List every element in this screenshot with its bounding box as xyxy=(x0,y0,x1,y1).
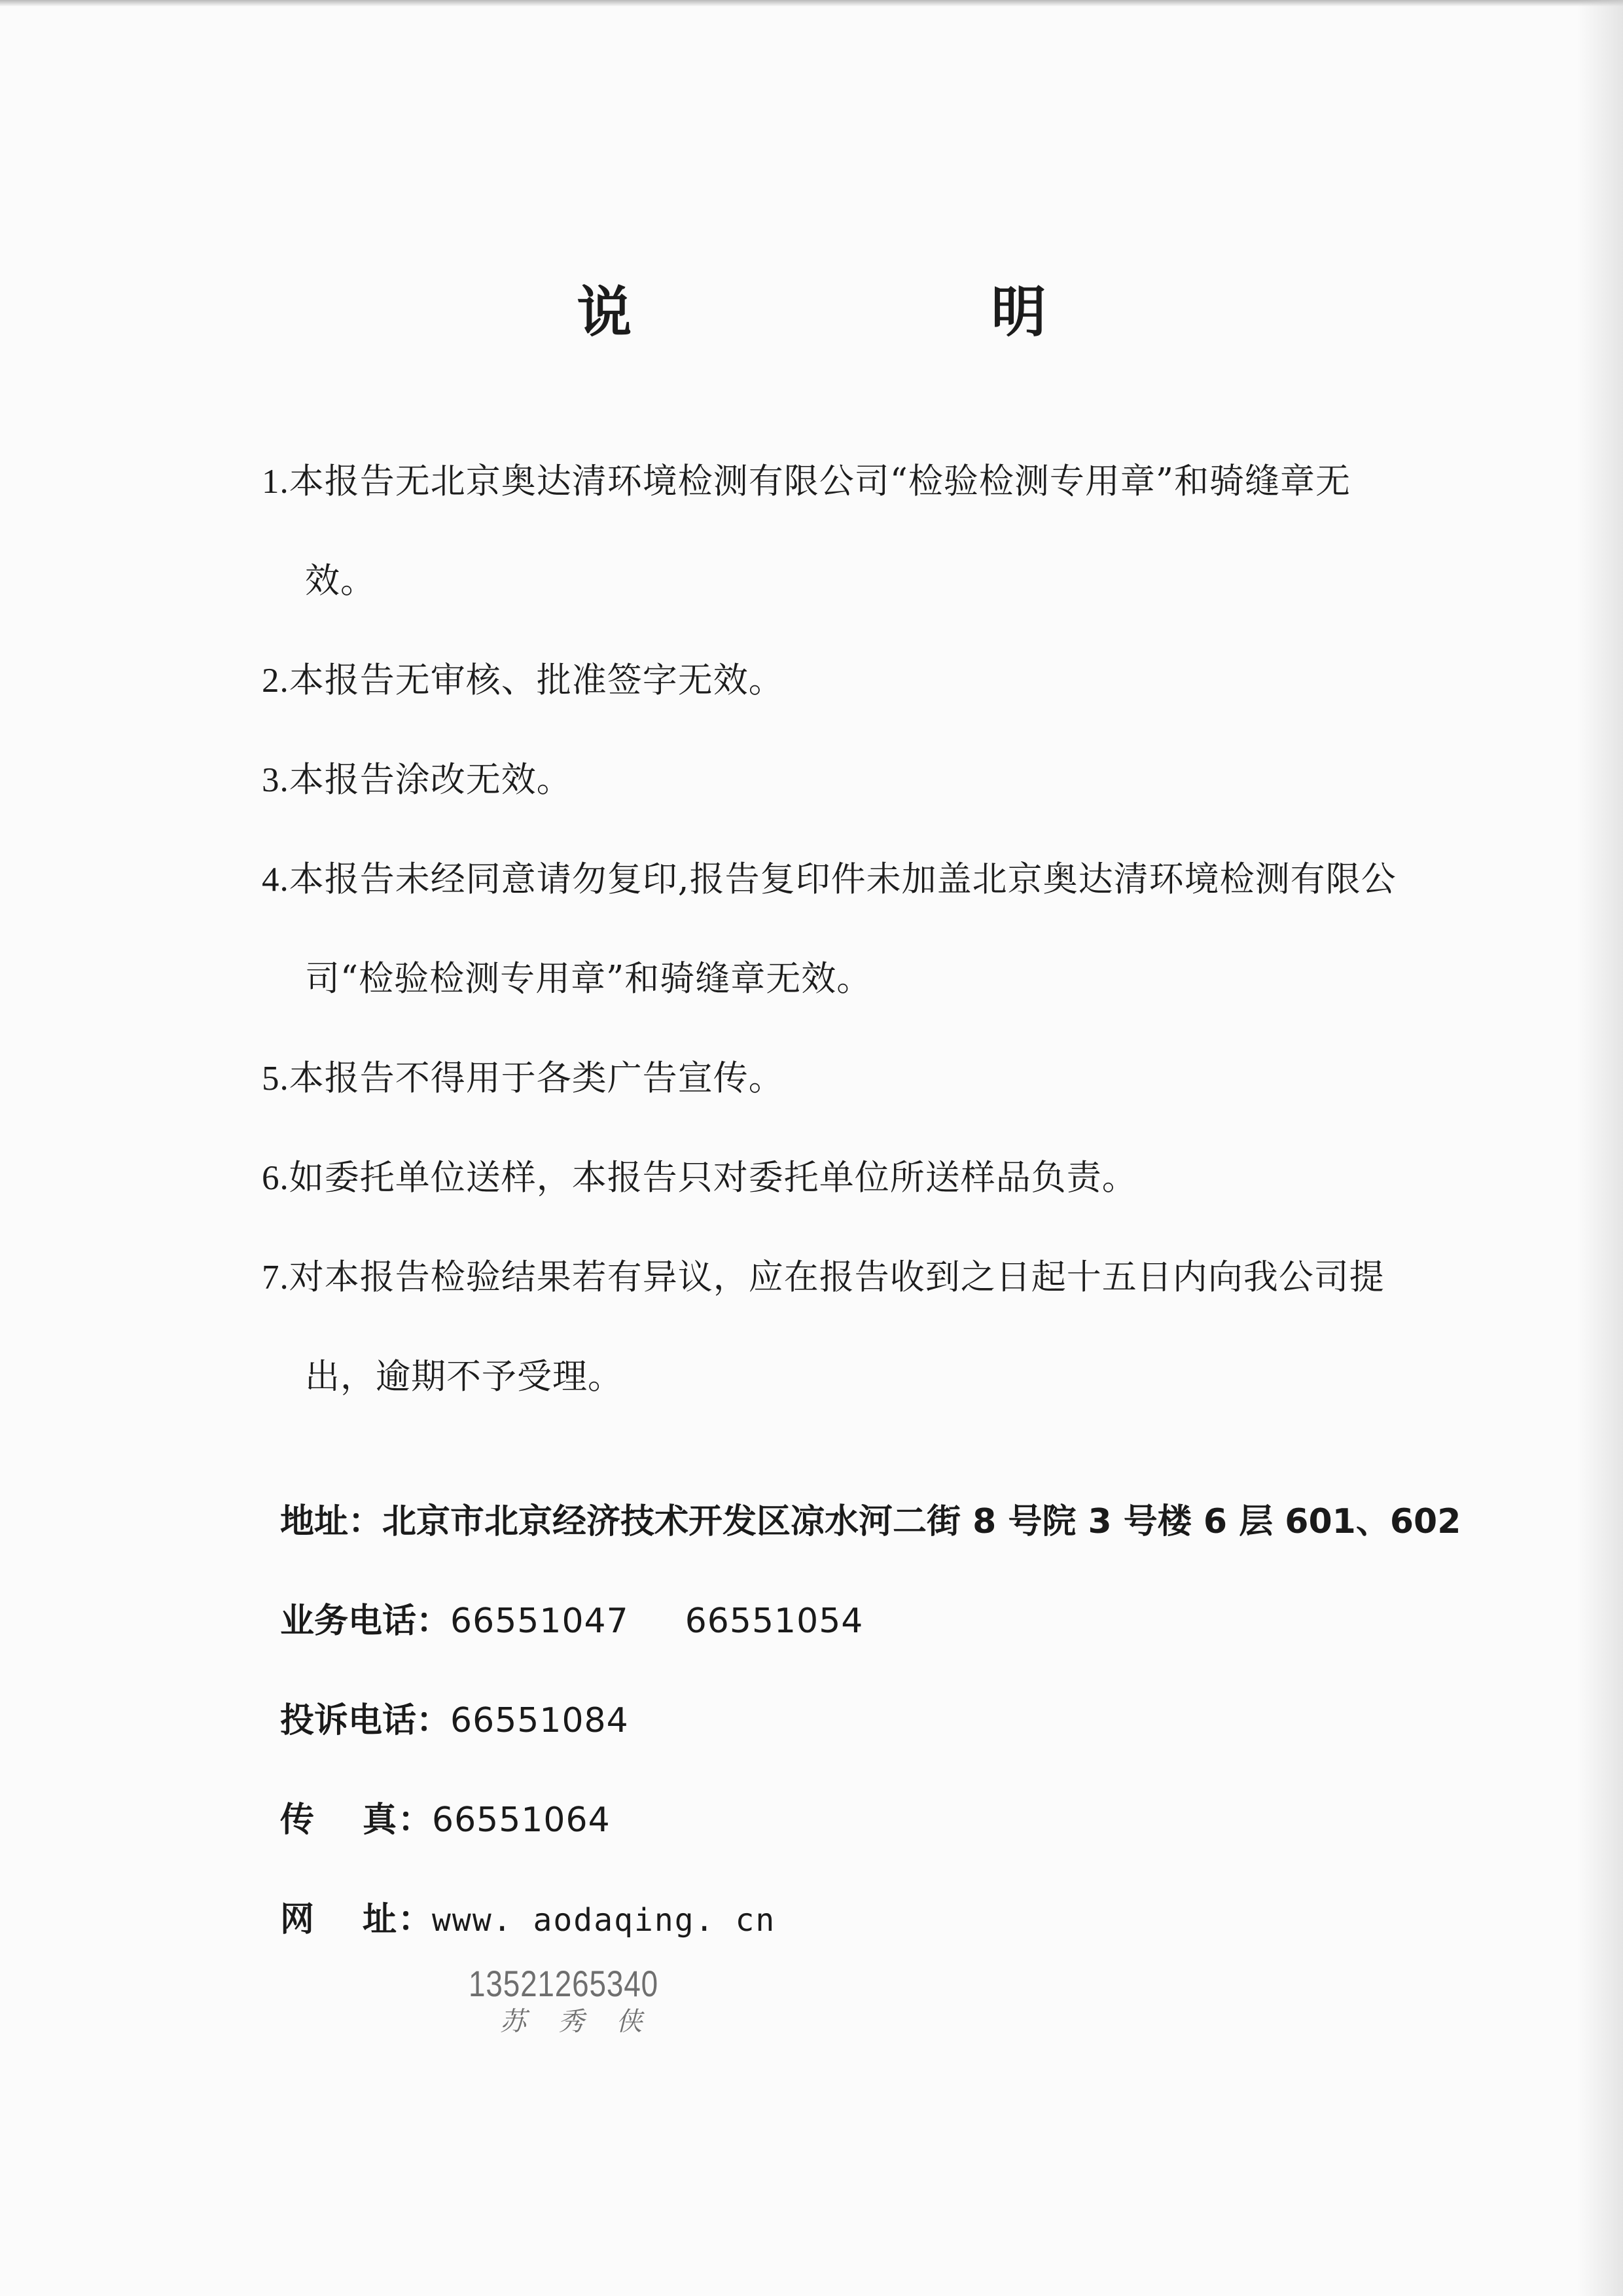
address-row xyxy=(280,1499,1510,1598)
website-value: www. aodaqing. cn xyxy=(432,1902,776,1939)
note-text: 本报告不得用于各类广告宣传。 xyxy=(289,1058,784,1098)
fax-label-a: 传 xyxy=(280,1801,316,1840)
note-number: 6. xyxy=(262,1159,289,1197)
fax-row xyxy=(280,1797,1510,1897)
business-phone-value-1: 66551047 xyxy=(450,1602,629,1641)
note-item-6 xyxy=(262,1128,1492,1228)
stamp-phone: 13521265340 xyxy=(469,1963,658,2004)
note-text: 本报告未经同意请勿复印,报告复印件未加盖北京奥达清环境检测有限公 xyxy=(289,859,1397,899)
business-phone-label: 业务电话 xyxy=(280,1602,417,1641)
notes-list xyxy=(262,432,1492,1427)
note-continuation: 效。 xyxy=(305,561,376,601)
note-text: 对本报告检验结果若有异议，应在报告收到之日起十五日内向我公司提 xyxy=(289,1257,1385,1297)
complaint-phone-row xyxy=(280,1698,1510,1797)
page-title: 说 明 xyxy=(577,279,1217,344)
note-number: 2. xyxy=(262,662,289,700)
note-continuation: 司“检验检测专用章”和骑缝章无效。 xyxy=(305,959,872,999)
note-item-5 xyxy=(262,1029,1492,1128)
colon: ： xyxy=(416,1602,451,1641)
note-text: 如委托单位送样，本报告只对委托单位所送样品负责。 xyxy=(289,1158,1137,1198)
business-phone-row xyxy=(280,1598,1510,1698)
contact-block xyxy=(280,1499,1510,1996)
note-number: 7. xyxy=(262,1259,289,1297)
address-label: 地址 xyxy=(280,1502,349,1541)
note-number: 4. xyxy=(262,861,289,899)
fax-label-b: 真 xyxy=(362,1801,398,1840)
website-label-a: 网 xyxy=(280,1900,316,1939)
fax-label xyxy=(280,1797,398,1843)
colon: ： xyxy=(348,1502,383,1541)
colon: ： xyxy=(398,1900,433,1939)
note-item-7 xyxy=(262,1228,1492,1427)
business-phone-value-2: 66551054 xyxy=(685,1602,864,1641)
complaint-phone-label: 投诉电话 xyxy=(280,1701,417,1740)
website-label xyxy=(280,1897,398,1943)
colon: ： xyxy=(398,1801,433,1840)
note-item-3 xyxy=(262,730,1492,830)
note-item-1 xyxy=(262,432,1492,631)
note-text: 本报告涂改无效。 xyxy=(289,760,572,800)
note-number: 5. xyxy=(262,1060,289,1098)
note-text: 本报告无审核、批准签字无效。 xyxy=(289,660,784,700)
note-item-4 xyxy=(262,830,1492,1029)
fax-value: 66551064 xyxy=(432,1801,611,1840)
colon: ： xyxy=(416,1701,451,1740)
note-number: 3. xyxy=(262,761,289,799)
note-number: 1. xyxy=(262,463,289,501)
contact-stamp xyxy=(469,1962,700,2038)
note-text: 本报告无北京奥达清环境检测有限公司“检验检测专用章”和骑缝章无 xyxy=(289,461,1351,501)
complaint-phone-value: 66551084 xyxy=(450,1701,629,1740)
website-label-b: 址 xyxy=(362,1900,398,1939)
note-item-2 xyxy=(262,631,1492,730)
address-value: 北京市北京经济技术开发区凉水河二街 8 号院 3 号楼 6 层 601、602 xyxy=(382,1502,1461,1541)
scan-edge-top xyxy=(0,0,1623,7)
stamp-name: 苏 秀 侠 xyxy=(500,2007,654,2037)
note-continuation: 出，逾期不予受理。 xyxy=(305,1357,623,1397)
website-row xyxy=(280,1897,1510,1996)
